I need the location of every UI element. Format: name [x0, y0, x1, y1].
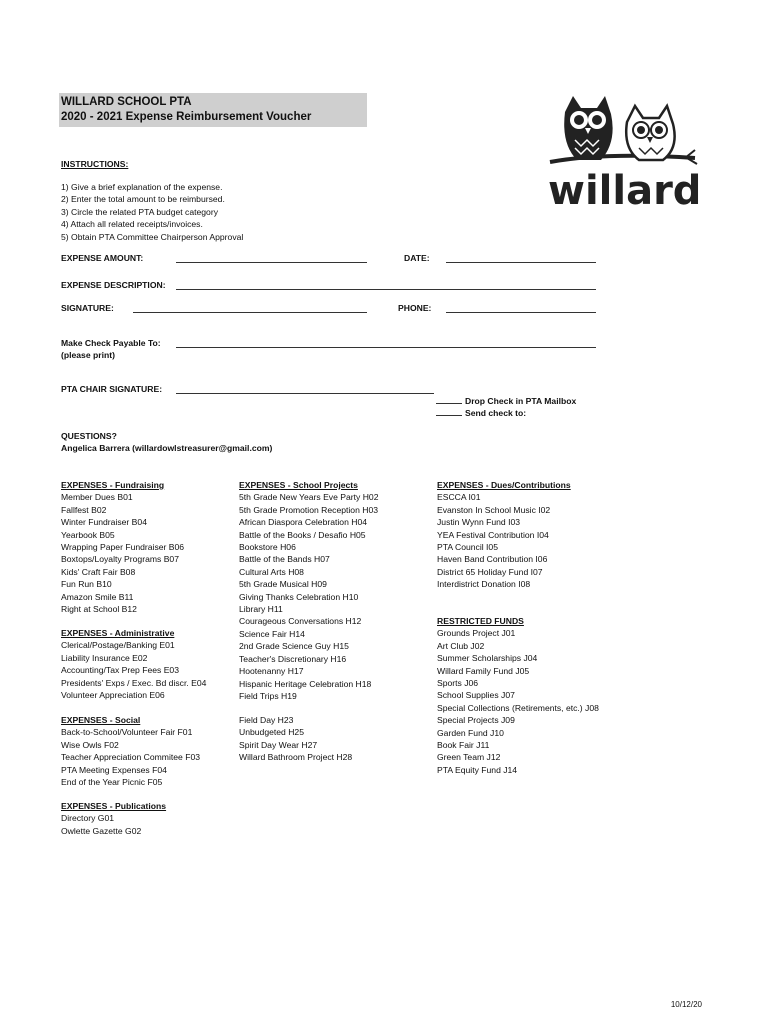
expenses-social: [61, 714, 200, 788]
list-item: 5th Grade Musical H09: [239, 579, 327, 590]
list-item: Right at School B12: [61, 604, 137, 615]
section-heading: RESTRICTED FUNDS: [437, 616, 524, 626]
list-item: Book Fair J11: [437, 740, 490, 751]
list-item: Yearbook B05: [61, 529, 115, 540]
expenses-school-projects-cont: [239, 714, 352, 764]
date-label: DATE:: [404, 253, 430, 263]
section-heading: EXPENSES - Publications: [61, 801, 167, 811]
list-item: Haven Band Contribution I06: [437, 554, 548, 565]
expense-amount-label: EXPENSE AMOUNT:: [61, 253, 144, 263]
list-item: Member Dues B01: [61, 492, 133, 503]
willard-owls-logo: [545, 92, 700, 212]
list-item: Giving Thanks Celebration H10: [239, 591, 359, 602]
chair-signature-field[interactable]: [176, 393, 434, 394]
list-item: District 65 Holiday Fund I07: [437, 566, 543, 577]
option-send-label: Send check to:: [465, 408, 527, 418]
expense-amount-field[interactable]: [176, 262, 367, 263]
expenses-publications: [61, 800, 166, 837]
list-item: School Supplies J07: [437, 690, 515, 701]
list-item: 5th Grade Promotion Reception H03: [239, 504, 379, 515]
instructions-title: INSTRUCTIONS:: [61, 159, 129, 169]
list-item: Winter Fundraiser B04: [61, 517, 147, 528]
list-item: Presidents' Exps / Exec. Bd discr. E04: [61, 677, 207, 688]
list-item: Cultural Arts H08: [239, 566, 304, 577]
list-item: Special Collections (Retirements, etc.) J08: [437, 702, 599, 713]
list-item: Sports J06: [437, 678, 479, 689]
list-item: Accounting/Tax Prep Fees E03: [61, 665, 179, 676]
revision-date: 10/12/20: [670, 1000, 702, 1009]
list-item: 2nd Grade Science Guy H15: [239, 641, 349, 652]
list-item: Amazon Smile B11: [61, 591, 134, 602]
chair-signature-label: PTA CHAIR SIGNATURE:: [61, 384, 163, 394]
section-heading: EXPENSES - Social: [61, 715, 141, 725]
list-item: PTA Equity Fund J14: [437, 764, 518, 775]
phone-field[interactable]: [446, 312, 596, 313]
list-item: Hootenanny H17: [239, 666, 304, 677]
list-item: Kids' Craft Fair B08: [61, 566, 136, 577]
list-item: Garden Fund J10: [437, 727, 504, 738]
send-check-blank[interactable]: [436, 406, 462, 416]
phone-label: PHONE:: [398, 303, 432, 313]
date-field[interactable]: [446, 262, 596, 263]
payable-to-field[interactable]: [176, 347, 596, 348]
drop-check-blank[interactable]: [436, 394, 462, 404]
list-item: Directory G01: [61, 813, 115, 824]
list-item: Grounds Project J01: [437, 628, 516, 639]
section-heading: EXPENSES - Fundraising: [61, 480, 165, 490]
instructions-list: [61, 181, 243, 243]
list-item: 5th Grade New Years Eve Party H02: [239, 492, 379, 503]
questions-contact: Angelica Barrera (willardowlstreasurer@gmail.com): [61, 443, 273, 453]
list-item: Library H11: [239, 604, 283, 615]
list-item: Owlette Gazette G02: [61, 825, 142, 836]
expense-description-label: EXPENSE DESCRIPTION:: [61, 280, 166, 290]
list-item: Evanston In School Music I02: [437, 504, 551, 515]
section-heading: EXPENSES - Dues/Contributions: [437, 480, 571, 490]
list-item: Battle of the Bands H07: [239, 554, 330, 565]
list-item: Art Club J02: [437, 640, 485, 651]
expenses-dues-contributions: [437, 479, 571, 591]
list-item: Wrapping Paper Fundraiser B06: [61, 542, 185, 553]
list-item: PTA Meeting Expenses F04: [61, 764, 167, 775]
list-item: Fun Run B10: [61, 579, 112, 590]
list-item: Unbudgeted H25: [239, 727, 304, 738]
list-item: End of the Year Picnic F05: [61, 777, 163, 788]
questions-title: QUESTIONS?: [61, 431, 117, 441]
list-item: African Diaspora Celebration H04: [239, 517, 368, 528]
list-item: Volunteer Appreciation E06: [61, 690, 165, 701]
list-item: YEA Festival Contribution I04: [437, 529, 549, 540]
signature-label: SIGNATURE:: [61, 303, 114, 313]
option-send-check[interactable]: [436, 406, 526, 419]
list-item: Spirit Day Wear H27: [239, 739, 318, 750]
payable-sublabel: (please print): [61, 350, 115, 360]
list-item: Willard Bathroom Project H28: [239, 752, 353, 763]
section-heading: EXPENSES - Administrative: [61, 628, 175, 638]
list-item: PTA Council I05: [437, 542, 498, 553]
instruction-item: 4) Attach all related receipts/invoices.: [61, 219, 203, 230]
list-item: Bookstore H06: [239, 542, 296, 553]
list-item: Hispanic Heritage Celebration H18: [239, 678, 372, 689]
list-item: Special Projects J09: [437, 715, 515, 726]
list-item: Teacher's Discretionary H16: [239, 653, 347, 664]
list-item: Back-to-School/Volunteer Fair F01: [61, 727, 193, 738]
instruction-item: 2) Enter the total amount to be reimbursed.: [61, 194, 225, 205]
list-item: Battle of the Books / Desafio H05: [239, 529, 366, 540]
list-item: Green Team J12: [437, 752, 501, 763]
list-item: Clerical/Postage/Banking E01: [61, 640, 175, 651]
list-item: Science Fair H14: [239, 628, 305, 639]
instruction-item: 1) Give a brief explanation of the expense.: [61, 182, 223, 192]
list-item: Field Trips H19: [239, 690, 297, 701]
list-item: Wise Owls F02: [61, 739, 119, 750]
logo-wordmark: willard: [548, 168, 700, 212]
list-item: Boxtops/Loyalty Programs B07: [61, 554, 179, 565]
form-header: [59, 93, 367, 127]
signature-field[interactable]: [133, 312, 367, 313]
list-item: Interdistrict Donation I08: [437, 579, 531, 590]
list-item: Willard Family Fund J05: [437, 665, 530, 676]
expenses-school-projects: [239, 479, 378, 702]
expense-description-field[interactable]: [176, 289, 596, 290]
voucher-title: 2020 - 2021 Expense Reimbursement Voucher: [61, 111, 312, 123]
list-item: Teacher Appreciation Commitee F03: [61, 752, 201, 763]
section-heading: EXPENSES - School Projects: [239, 480, 358, 490]
instruction-item: 5) Obtain PTA Committee Chairperson Approval: [61, 231, 244, 242]
list-item: Justin Wynn Fund I03: [437, 517, 521, 528]
option-drop-label: Drop Check in PTA Mailbox: [465, 396, 577, 406]
list-item: Summer Scholarships J04: [437, 653, 538, 664]
list-item: Field Day H23: [239, 715, 294, 725]
list-item: ESCCA I01: [437, 492, 481, 503]
expenses-fundraising: [61, 479, 184, 615]
list-item: Liability Insurance E02: [61, 652, 148, 663]
expenses-administrative: [61, 627, 206, 701]
instruction-item: 3) Circle the related PTA budget category: [61, 206, 218, 217]
restricted-funds: [437, 615, 599, 776]
list-item: Fallfest B02: [61, 504, 107, 515]
list-item: Courageous Conversations H12: [239, 616, 362, 627]
org-title: WILLARD SCHOOL PTA: [61, 96, 192, 108]
payable-label: Make Check Payable To:: [61, 338, 161, 348]
